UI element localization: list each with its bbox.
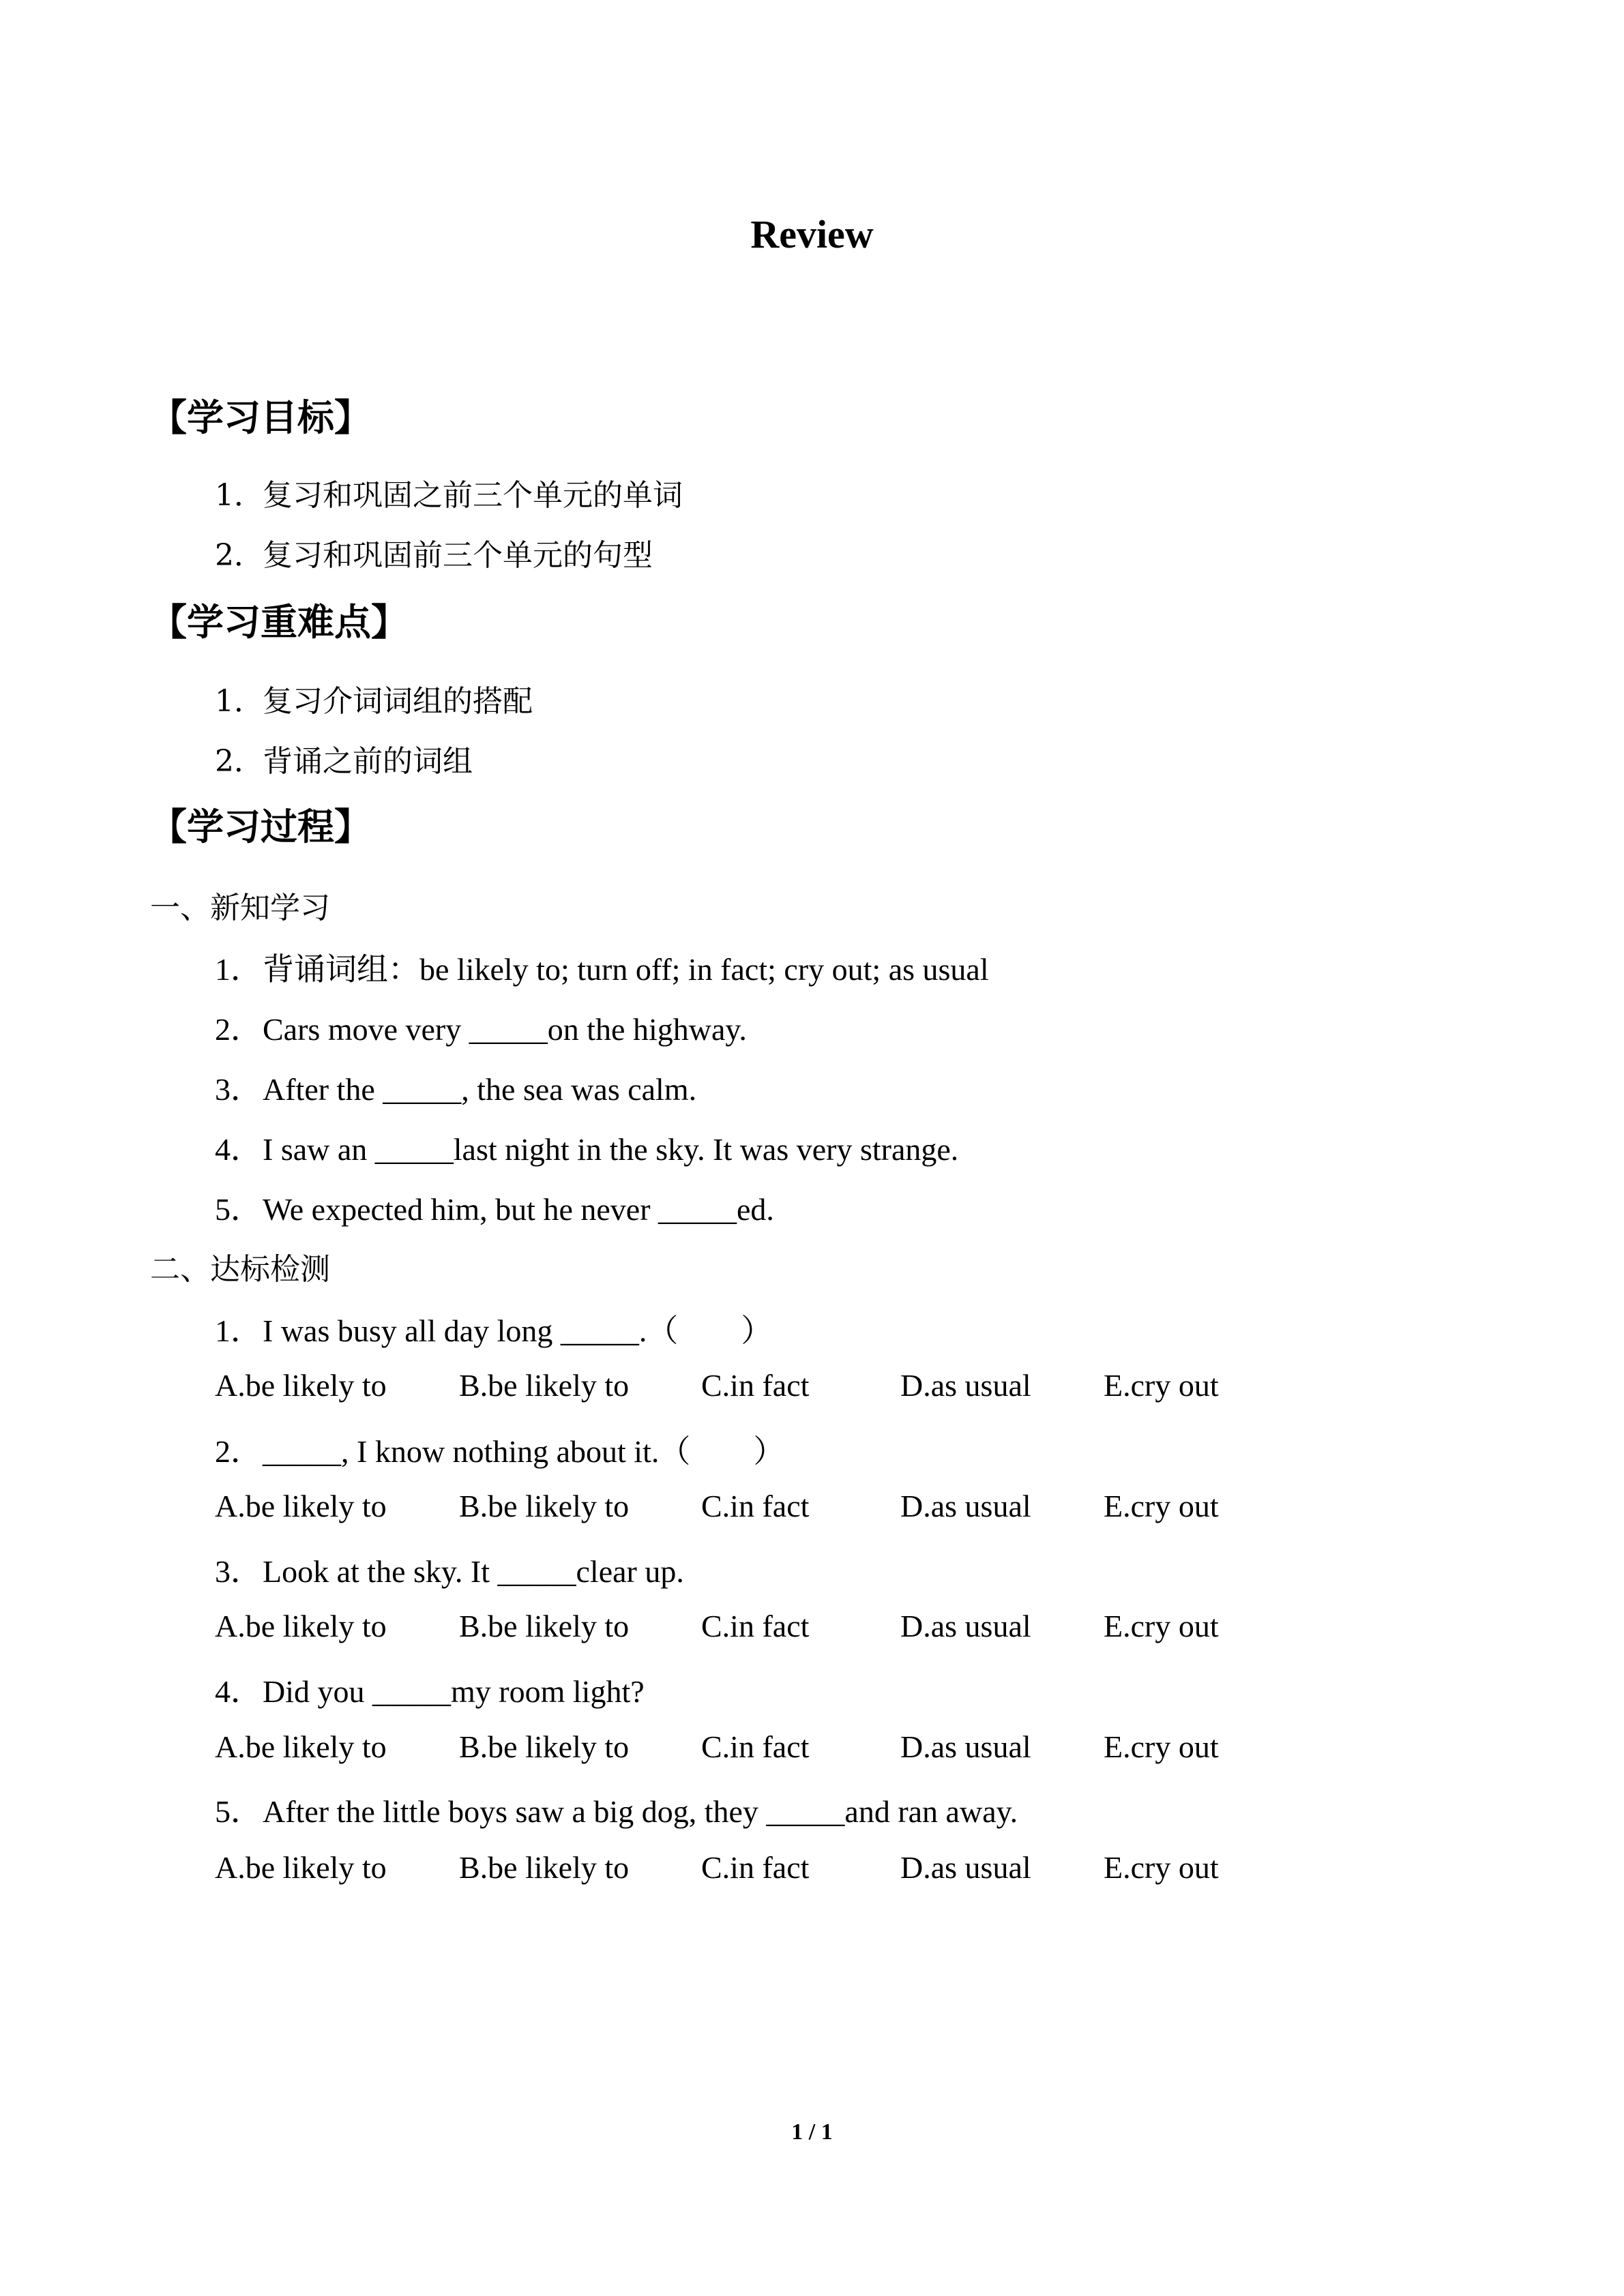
process-heading: 【学习过程】	[150, 805, 371, 848]
part1-label: 一、新知学习	[150, 891, 330, 925]
question-4: 4．Did you _____my room light?	[215, 1674, 645, 1709]
part1-item-5: 5．We expected him, but he never _____ed.	[215, 1192, 774, 1227]
option-b: B.be likely to	[459, 1368, 630, 1403]
option-c: C.in fact	[701, 1850, 810, 1885]
option-b: B.be likely to	[459, 1489, 630, 1523]
page-title: Review	[750, 212, 874, 256]
part1-item-4: 4．I saw an _____last night in the sky. It was very strange.	[215, 1132, 959, 1167]
part1-item-2: 2．Cars move very _____on the highway.	[215, 1012, 747, 1047]
part1-item-1: 1．背诵词组：be likely to; turn off; in fact; cry out; as usual	[215, 952, 989, 987]
option-d: D.as usual	[900, 1850, 1031, 1885]
option-e: E.cry out	[1104, 1489, 1219, 1523]
key-point-item-2: 2．背诵之前的词组	[215, 744, 473, 779]
option-a: A.be likely to	[215, 1729, 387, 1764]
option-b: B.be likely to	[459, 1609, 630, 1643]
option-c: C.in fact	[701, 1489, 810, 1523]
option-d: D.as usual	[900, 1489, 1031, 1523]
option-a: A.be likely to	[215, 1609, 387, 1643]
option-b: B.be likely to	[459, 1850, 630, 1885]
option-e: E.cry out	[1104, 1850, 1219, 1885]
option-c: C.in fact	[701, 1368, 810, 1403]
option-d: D.as usual	[900, 1368, 1031, 1403]
key-point-item-1: 1．复习介词词组的搭配	[215, 684, 533, 719]
option-a: A.be likely to	[215, 1368, 387, 1403]
option-a: A.be likely to	[215, 1850, 387, 1885]
option-a: A.be likely to	[215, 1489, 387, 1523]
option-e: E.cry out	[1104, 1729, 1219, 1764]
goal-item-1: 1．复习和巩固之前三个单元的单词	[215, 478, 683, 513]
option-d: D.as usual	[900, 1609, 1031, 1643]
option-e: E.cry out	[1104, 1609, 1219, 1643]
goal-item-2: 2．复习和巩固前三个单元的句型	[215, 538, 653, 573]
option-e: E.cry out	[1104, 1368, 1219, 1403]
option-c: C.in fact	[701, 1729, 810, 1764]
question-2: 2．_____, I know nothing about it.（ ）	[215, 1434, 785, 1469]
key-points-heading: 【学习重难点】	[150, 601, 408, 644]
part2-label: 二、达标检测	[150, 1252, 330, 1287]
option-b: B.be likely to	[459, 1729, 630, 1764]
goals-heading: 【学习目标】	[150, 396, 371, 439]
question-3: 3．Look at the sky. It _____clear up.	[215, 1554, 684, 1589]
option-d: D.as usual	[900, 1729, 1031, 1764]
question-5: 5．After the little boys saw a big dog, they _____and ran away.	[215, 1794, 1018, 1829]
part1-item-3: 3．After the _____, the sea was calm.	[215, 1072, 697, 1107]
question-1: 1．I was busy all day long _____.（ ）	[215, 1313, 773, 1348]
option-c: C.in fact	[701, 1609, 810, 1643]
page-number: 1 / 1	[791, 2119, 833, 2145]
